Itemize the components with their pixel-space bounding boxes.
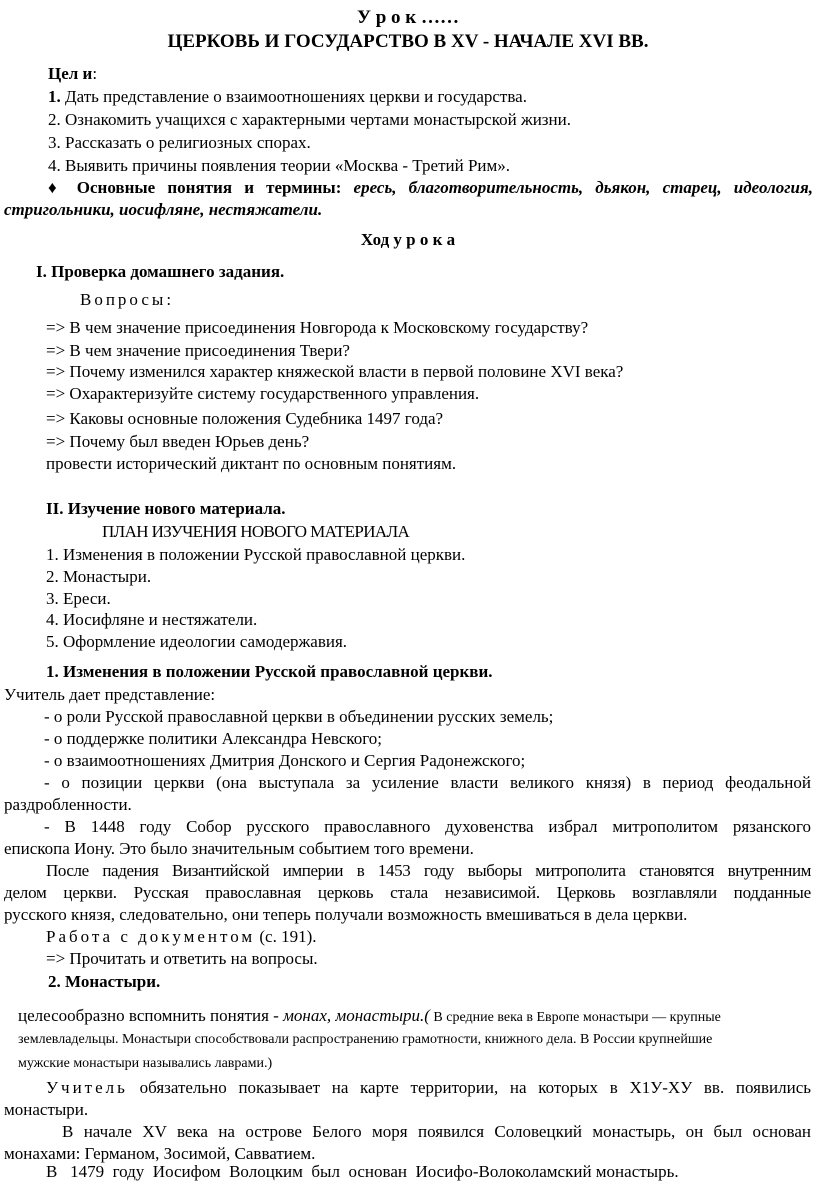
goal-text: Дать представление о взаимоотношениях церкви и государства. [65, 87, 527, 106]
terms-list: ересь, благотворительность, дьякон, старец, идеология, [353, 178, 814, 197]
teacher-intro: Учитель дает представление: [4, 685, 216, 704]
paragraph-line: монахами: Германом, Зосимой, Савватием. [4, 1144, 316, 1163]
paragraph-line: В 1479 году Иосифом Волоцким был основан Иосифо-Волоколамский монастырь. [46, 1162, 679, 1181]
paragraph-line: делом церкви. Русская православная церковь стала независимой. Церковь возглавляли подданные [4, 883, 811, 902]
bullet-item: - о поддержке политики Александра Невского; [44, 729, 383, 748]
plan-title: ПЛАН ИЗУЧЕНИЯ НОВОГО МАТЕРИАЛА [102, 522, 410, 541]
document-work [46, 925, 317, 948]
goal-item [48, 85, 527, 108]
questions-label: Вопросы: [80, 290, 175, 309]
part-1-title: 1. Изменения в положении Русской православной церкви. [46, 662, 493, 681]
goal-number: 4. [48, 156, 61, 175]
goals-heading [48, 62, 97, 85]
page-title: ЦЕРКОВЬ И ГОСУДАРСТВО В XV - НАЧАЛЕ XVI ВВ. [167, 31, 649, 52]
paragraph-line: русского князя, следовательно, они теперь получали возможность вмешиваться в дела церкви. [4, 905, 688, 924]
plan-item: 5. Оформление идеологии самодержавия. [46, 632, 348, 651]
bullet-item: - о взаимоотношениях Дмитрия Донского и Сергия Радонежского; [44, 751, 526, 770]
goal-text: Выявить причины появления теории «Москва - Третий Рим». [65, 156, 511, 175]
bullet-item: - о позиции церкви (она выступала за усиление власти великого князя) в период феодальной [44, 773, 811, 792]
goal-number: 3. [48, 133, 61, 152]
paragraph-line: После падения Византийской империи в 1453 году выборы митрополита становятся внутренним [46, 861, 811, 880]
bullet-item: - В 1448 году Собор русского православного духовенства избрал митрополитом рязанского [44, 817, 811, 836]
task-instruction: => Прочитать и ответить на вопросы. [46, 949, 318, 968]
goals-label: Цел и [48, 64, 93, 83]
recall-note: В средние века в Европе монастыри — крупные [429, 1010, 721, 1025]
terms-list-continued: стригольники, иосифляне, нестяжатели. [4, 200, 323, 219]
question-item: => Охарактеризуйте систему государственного управления. [46, 384, 480, 403]
terms-line [48, 176, 813, 199]
question-item: => Почему был введен Юрьев день? [46, 432, 310, 451]
lesson-number: У р о к …… [357, 7, 459, 28]
document-work-page: (с. 191). [255, 927, 317, 946]
question-item: => В чем значение присоединения Новгорода к Московскому государству? [46, 318, 589, 337]
plan-item: 4. Иосифляне и нестяжатели. [46, 610, 258, 629]
goals-colon: : [92, 64, 98, 83]
part-2-title: 2. Монастыри. [48, 972, 161, 991]
goal-number: 1. [48, 87, 61, 106]
goal-item [48, 154, 510, 177]
teacher-line-continued: монастыри. [4, 1100, 89, 1119]
section-1-title: I. Проверка домашнего задания. [36, 262, 285, 281]
teacher-text: обязательно показывает на карте территории, на которых в Х1У-ХУ вв. появились [127, 1078, 811, 1097]
recall-note-line: мужские монастыри назывались лаврами.) [18, 1056, 273, 1071]
recall-line [18, 1004, 721, 1029]
paragraph-line: В начале XV века на острове Белого моря появился Соловецкий монастырь, он был основан [62, 1122, 811, 1141]
plan-item: 2. Монастыри. [46, 567, 152, 586]
document-work-label: Работа с документом [46, 927, 256, 946]
goal-item [48, 108, 571, 131]
goal-number: 2. [48, 110, 61, 129]
plan-item: 1. Изменения в положении Русской православной церкви. [46, 545, 466, 564]
question-item: => В чем значение присоединения Твери? [46, 341, 350, 360]
plan-item: 3. Ереси. [46, 589, 111, 608]
teacher-line [46, 1076, 811, 1099]
question-item: => Почему изменился характер княжеской власти в первой половине XVI века? [46, 362, 624, 381]
goal-text: Ознакомить учащихся с характерными чертами монастырской жизни. [65, 110, 571, 129]
recall-terms: монах, монастыри.( [283, 1006, 430, 1025]
bullet-item: - о роли Русской православной церкви в объединении русских земель; [44, 707, 554, 726]
lesson-flow-heading: Ход у р о к а [360, 230, 456, 249]
section-2-title: II. Изучение нового материала. [46, 499, 286, 518]
recall-note-line: землевладельцы. Монастыри способствовали распространению грамотности, книжного дела. В России крупнейшие [18, 1032, 713, 1047]
dictation-note: провести исторический диктант по основным понятиям. [46, 454, 457, 473]
recall-prefix: целесообразно вспомнить понятия - [18, 1006, 284, 1025]
goal-text: Рассказать о религиозных спорах. [65, 133, 311, 152]
terms-label: ♦ Основные понятия и термины: [48, 178, 342, 197]
teacher-label: Учитель [46, 1078, 128, 1097]
bullet-item-continued: епископа Иону. Это было значительным событием того времени. [4, 839, 474, 858]
goal-item [48, 131, 311, 154]
question-item: => Каковы основные положения Судебника 1497 года? [46, 409, 444, 428]
bullet-item-continued: раздробленности. [4, 795, 132, 814]
